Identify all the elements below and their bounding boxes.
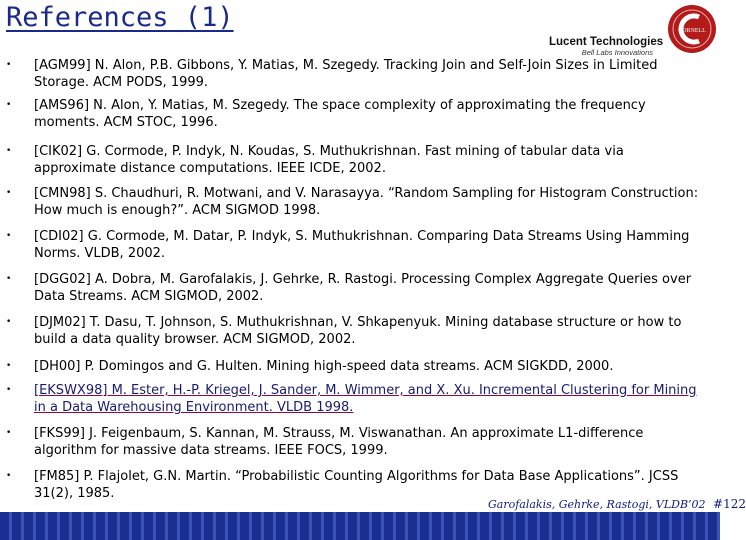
bullet: • [6, 60, 12, 70]
reference-item: [DGG02] A. Dobra, M. Garofalakis, J. Gehrke, R. Rastogi. Processing Complex Aggregate Queries over Data Streams. ACM SIGMOD, 2002. [34, 272, 692, 304]
reference-item: [DJM02] T. Dasu, T. Johnson, S. Muthukrishnan, V. Shkapenyuk. Mining database structure or how to build a data quality browser. ACM SIGMOD, 2002. [34, 315, 682, 347]
reference-item: [CMN98] S. Chaudhuri, R. Motwani, and V. Narasayya. “Random Sampling for Histogram Construction: How much is enough?”. ACM SIGMOD 1998. [34, 186, 699, 218]
lucent-tagline: Bell Labs Innovations [581, 48, 653, 57]
lucent-logo [549, 36, 664, 57]
footer-authors: Garofalakis, Gehrke, Rastogi, VLDB’02 [488, 498, 706, 511]
footer-band [0, 512, 720, 540]
slide-footer [488, 497, 746, 511]
page-number: #122 [713, 497, 746, 511]
reference-item: [AGM99] N. Alon, P.B. Gibbons, Y. Matias, M. Szegedy. Tracking Join and Self-Join Sizes in Limited Storage. ACM PODS, 1999. [34, 58, 658, 90]
cornell-text: CORNELL [678, 28, 706, 34]
reference-item: [CIK02] G. Cormode, P. Indyk, N. Koudas, S. Muthukrishnan. Fast mining of tabular data via approximate distance computations. IEEE ICDE, 2002. [34, 144, 624, 176]
bullet: • [6, 385, 12, 395]
bullet: • [6, 471, 12, 481]
bullet: • [6, 188, 12, 198]
page-title: References (1) [6, 2, 234, 33]
bullet: • [6, 317, 12, 327]
reference-item: [AMS96] N. Alon, Y. Matias, M. Szegedy. The space complexity of approximating the frequency moments. ACM STOC, 1996. [34, 98, 646, 130]
reference-item: [FM85] P. Flajolet, G.N. Martin. “Probabilistic Counting Algorithms for Data Base Applications”. JCSS 31(2), 1985. [34, 469, 679, 501]
lucent-name: Lucent Technologies [549, 36, 664, 48]
reference-item: [DH00] P. Domingos and G. Hulten. Mining high-speed data streams. ACM SIGKDD, 2000. [34, 359, 614, 374]
bullet: • [6, 274, 12, 284]
bullet: • [6, 428, 12, 438]
bullet: • [6, 146, 12, 156]
reference-link[interactable]: [EKSWX98] M. Ester, H.-P. Kriegel, J. Sander, M. Wimmer, and X. Xu. Incremental Clustering for Mining in a Data Warehousing Environment. VLDB 1998. [34, 383, 697, 415]
cornell-seal-icon [666, 3, 718, 59]
bullet: • [6, 231, 12, 241]
bullet: • [6, 100, 12, 110]
reference-item: [CDI02] G. Cormode, M. Datar, P. Indyk, S. Muthukrishnan. Comparing Data Streams Using Hamming Norms. VLDB, 2002. [34, 229, 690, 261]
bullet: • [6, 361, 12, 371]
reference-item: [FKS99] J. Feigenbaum, S. Kannan, M. Strauss, M. Viswanathan. An approximate L1-difference algorithm for massive data streams. IEEE FOCS, 1999. [34, 426, 644, 458]
